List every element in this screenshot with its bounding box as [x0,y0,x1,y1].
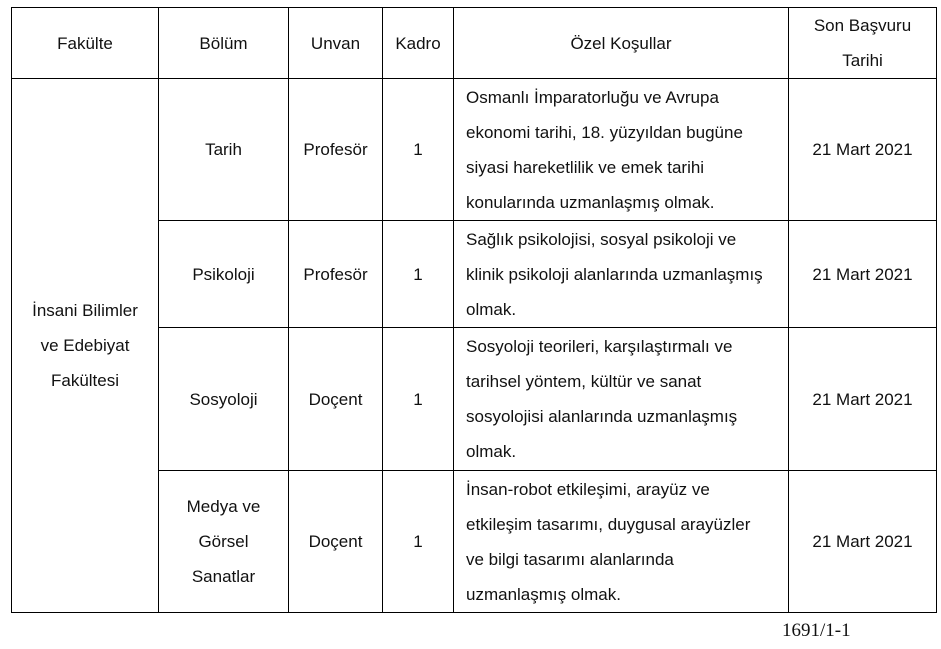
condition-line: sosyolojisi alanlarında uzmanlaşmış [466,407,738,426]
department-cell: Tarih [159,79,289,221]
title-cell: Doçent [289,471,383,613]
header-department: Bölüm [159,8,289,79]
title-cell: Doçent [289,328,383,471]
condition-line: klinik psikoloji alanlarında uzmanlaşmış [466,264,763,284]
title-cell: Profesör [289,221,383,328]
header-title: Unvan [289,8,383,79]
department-cell: Psikoloji [159,221,289,328]
deadline-cell: 21 Mart 2021 [789,328,937,471]
department-line: Medya ve [186,497,261,516]
deadline-cell: 21 Mart 2021 [789,471,937,613]
condition-line: olmak. [466,299,517,319]
faculty-cell [12,79,159,613]
quota-cell: 1 [383,79,454,221]
condition-line: Osmanlı İmparatorluğu ve Avrupa [466,87,719,107]
condition-line: Sosyoloji teorileri, karşılaştırmalı ve [466,337,733,356]
condition-line: İnsan-robot etkileşimi, arayüz ve [466,479,710,499]
condition-line: etkileşim tasarımı, duygusal arayüzler [466,514,751,534]
department-cell: Sosyoloji [159,328,289,471]
conditions-cell [454,328,789,471]
department-line: Görsel [198,532,249,551]
condition-line: ekonomi tarihi, 18. yüzyıldan bugüne [466,122,743,142]
header-deadline [789,8,937,79]
department-cell [159,471,289,613]
quota-cell: 1 [383,471,454,613]
department-line: Sanatlar [191,567,256,586]
deadline-cell: 21 Mart 2021 [789,221,937,328]
quota-cell: 1 [383,221,454,328]
header-quota: Kadro [383,8,454,79]
header-faculty: Fakülte [12,8,159,79]
conditions-cell [454,221,789,328]
faculty-line1: İnsani Bilimler [32,301,138,320]
conditions-cell [454,471,789,613]
header-conditions: Özel Koşullar [454,8,789,79]
document-code: 1691/1-1 [782,620,851,641]
faculty-line2: ve Edebiyat [40,336,130,355]
condition-line: uzmanlaşmış olmak. [466,584,621,604]
condition-line: siyasi hareketlilik ve emek tarihi [466,157,705,177]
table-row [12,79,937,221]
conditions-cell [454,79,789,221]
header-row [12,8,937,79]
faculty-line3: Fakültesi [50,371,120,390]
condition-line: konularında uzmanlaşmış olmak. [466,192,715,212]
position-table [11,7,937,613]
title-cell: Profesör [289,79,383,221]
header-deadline-line2: Tarihi [842,51,883,70]
condition-line: Sağlık psikolojisi, sosyal psikoloji ve [466,229,737,249]
condition-line: olmak. [466,442,517,461]
header-deadline-line1: Son Başvuru [813,16,912,35]
condition-line: ve bilgi tasarımı alanlarında [466,549,674,569]
deadline-cell: 21 Mart 2021 [789,79,937,221]
condition-line: tarihsel yöntem, kültür ve sanat [466,372,702,391]
quota-cell: 1 [383,328,454,471]
